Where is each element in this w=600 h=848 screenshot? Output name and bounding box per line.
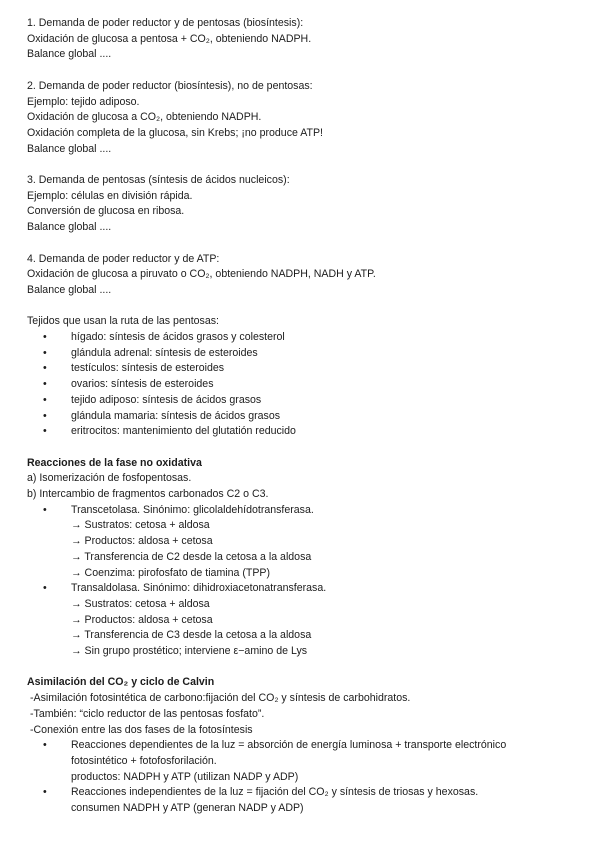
section-title: 1. Demanda de poder reductor y de pentosas (biosíntesis): xyxy=(27,17,304,29)
section-line: Oxidación completa de la glucosa, sin Krebs; ¡no produce ATP! xyxy=(27,126,323,139)
section-line: Ejemplo: células en división rápida. xyxy=(27,189,193,202)
calvin-bullet: • Reacciones dependientes de la luz = absorción de energía luminosa + transporte electrónico xyxy=(27,738,580,754)
list-item: • eritrocitos: mantenimiento del glutatión reducido xyxy=(27,424,580,440)
bullet-icon: • xyxy=(43,393,47,406)
bullet-icon: • xyxy=(43,786,47,799)
list-item: • hígado: síntesis de ácidos grasos y colesterol xyxy=(27,330,580,346)
section-2 xyxy=(27,79,580,158)
section-title: 3. Demanda de pentosas (síntesis de ácidos nucleicos): xyxy=(27,174,290,186)
section-line: Balance global .... xyxy=(27,48,112,61)
section-line: Oxidación de glucosa a CO₂, obteniendo NADPH. xyxy=(27,111,262,124)
enzyme-detail: → Sin grupo prostético; interviene ε−amino de Lys xyxy=(71,645,308,658)
calvin-bullet: • Reacciones independientes de la luz = fijación del CO₂ y síntesis de triosas y hexosas. xyxy=(27,785,580,801)
section-3 xyxy=(27,173,580,236)
bullet-icon: • xyxy=(43,409,47,422)
list-item: • testículos: síntesis de esteroides xyxy=(27,361,580,377)
enzyme-item: • Transcetolasa. Sinónimo: glicolaldehídotransferasa. xyxy=(27,503,580,519)
bullet-icon: • xyxy=(43,739,47,752)
section-line: Balance global .... xyxy=(27,283,112,296)
enzyme-detail: → Sustratos: cetosa + aldosa xyxy=(71,519,210,532)
nonox-section xyxy=(27,456,580,660)
section-line: Oxidación de glucosa a pentosa + CO₂, obteniendo NADPH. xyxy=(27,32,312,45)
calvin-section xyxy=(27,675,580,816)
calvin-bullet-cont: productos: NADPH y ATP (utilizan NADP y ADP) xyxy=(71,770,299,783)
section-4 xyxy=(27,252,580,299)
nonox-line-a: a) Isomerización de fosfopentosas. xyxy=(27,472,192,485)
bullet-icon: • xyxy=(43,378,47,391)
list-item: • glándula adrenal: síntesis de esteroides xyxy=(27,346,580,362)
bullet-icon: • xyxy=(43,331,47,343)
calvin-line: -Asimilación fotosintética de carbono:fijación del CO₂ y síntesis de carbohidratos. xyxy=(30,692,411,705)
calvin-bullet-cont: fotosintético + fotofosforilación. xyxy=(71,754,217,767)
tissues-section xyxy=(27,314,580,440)
bullet-icon: • xyxy=(43,362,47,375)
nonox-heading: Reacciones de la fase no oxidativa xyxy=(27,456,202,469)
section-title: 4. Demanda de poder reductor y de ATP: xyxy=(27,252,220,265)
list-item: • tejido adiposo: síntesis de ácidos grasos xyxy=(27,393,580,409)
enzyme-detail: → Productos: aldosa + cetosa xyxy=(71,613,213,626)
bullet-icon: • xyxy=(43,582,47,595)
list-item: • ovarios: síntesis de esteroides xyxy=(27,377,580,393)
section-line: Balance global .... xyxy=(27,221,112,234)
enzyme-item: • Transaldolasa. Sinónimo: dihidroxiacetonatransferasa. xyxy=(27,581,580,597)
calvin-line: -También: “ciclo reductor de las pentosas fosfato”. xyxy=(30,707,265,720)
enzyme-detail: → Transferencia de C3 desde la cetosa a la aldosa xyxy=(71,629,312,642)
section-title: 2. Demanda de poder reductor (biosíntesis), no de pentosas: xyxy=(27,79,313,92)
section-line: Balance global .... xyxy=(27,142,112,155)
nonox-line-b: b) Intercambio de fragmentos carbonados C2 o C3. xyxy=(27,488,269,501)
bullet-icon: • xyxy=(43,503,47,516)
tissues-title: Tejidos que usan la ruta de las pentosas: xyxy=(27,315,219,328)
bullet-icon: • xyxy=(43,346,47,359)
section-line: Ejemplo: tejido adiposo. xyxy=(27,95,140,108)
section-line: Oxidación de glucosa a piruvato o CO₂, obteniendo NADPH, NADH y ATP. xyxy=(27,268,376,281)
calvin-bullet-cont: consumen NADPH y ATP (generan NADP y ADP) xyxy=(71,802,304,815)
enzyme-detail: → Coenzima: pirofosfato de tiamina (TPP) xyxy=(71,566,271,579)
list-item: • glándula mamaria: síntesis de ácidos grasos xyxy=(27,409,580,425)
calvin-line: -Conexión entre las dos fases de la fotosíntesis xyxy=(30,723,253,736)
enzyme-detail: → Transferencia de C2 desde la cetosa a la aldosa xyxy=(71,550,312,563)
enzyme-detail: → Productos: aldosa + cetosa xyxy=(71,535,213,548)
calvin-heading: Asimilación del CO₂ y ciclo de Calvin xyxy=(27,676,215,689)
bullet-icon: • xyxy=(43,425,47,438)
section-line: Conversión de glucosa en ribosa. xyxy=(27,205,185,218)
section-1 xyxy=(27,16,580,63)
enzyme-detail: → Sustratos: cetosa + aldosa xyxy=(71,597,210,610)
